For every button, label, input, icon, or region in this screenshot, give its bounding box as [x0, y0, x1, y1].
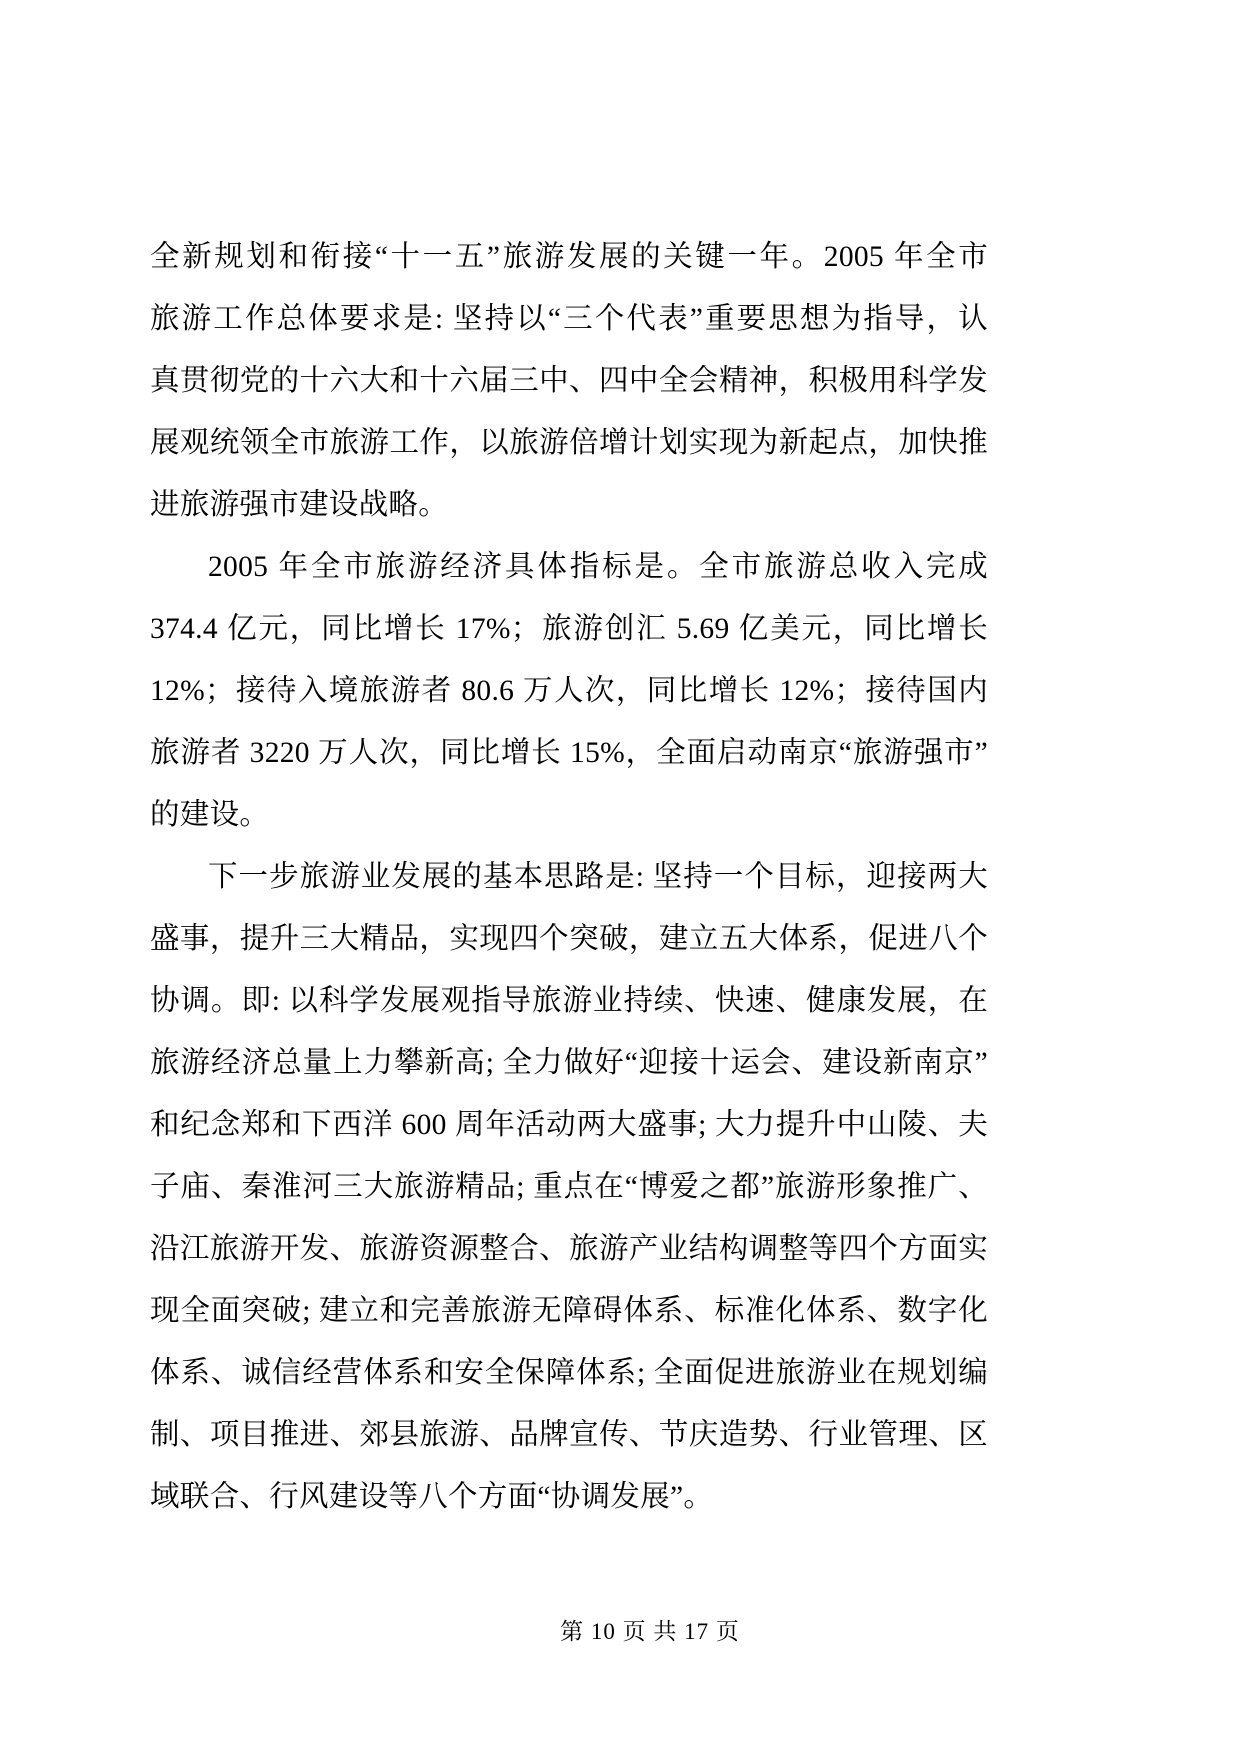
- text-line: 协调。即: 以科学发展观指导旅游业持续、快速、健康发展，在: [150, 985, 988, 1017]
- text-line: 现全面突破; 建立和完善旅游无障碍体系、标准化体系、数字化: [150, 1295, 988, 1327]
- text-line: 旅游工作总体要求是: 坚持以“三个代表”重要思想为指导，认: [150, 303, 988, 335]
- text-line: 下一步旅游业发展的基本思路是: 坚持一个目标，迎接两大: [208, 861, 988, 893]
- text-line: 展观统领全市旅游工作，以旅游倍增计划实现为新起点，加快推: [150, 427, 988, 459]
- text-line: 进旅游强市建设战略。: [150, 489, 449, 521]
- text-line: 子庙、秦淮河三大旅游精品; 重点在“博爱之都”旅游形象推广、: [150, 1171, 988, 1203]
- text-line: 2005 年全市旅游经济具体指标是。全市旅游总收入完成: [208, 551, 988, 583]
- text-line: 沿江旅游开发、旅游资源整合、旅游产业结构调整等四个方面实: [150, 1233, 988, 1265]
- text-line: 和纪念郑和下西洋 600 周年活动两大盛事; 大力提升中山陵、夫: [150, 1109, 988, 1141]
- paragraph: [150, 846, 988, 1528]
- text-line: 的建设。: [150, 799, 270, 831]
- paragraph: [150, 226, 988, 536]
- page-number-footer: 第 10 页 共 17 页: [560, 1619, 740, 1644]
- text-line: 真贯彻党的十六大和十六届三中、四中全会精神，积极用科学发: [150, 365, 988, 397]
- text-line: 盛事，提升三大精品，实现四个突破，建立五大体系，促进八个: [150, 923, 988, 955]
- text-line: 全新规划和衔接“十一五”旅游发展的关键一年。2005 年全市: [150, 241, 988, 273]
- text-line: 旅游经济总量上力攀新高; 全力做好“迎接十运会、建设新南京”: [150, 1047, 988, 1079]
- text-line: 体系、诚信经营体系和安全保障体系; 全面促进旅游业在规划编: [150, 1357, 988, 1389]
- text-line: 374.4 亿元，同比增长 17%；旅游创汇 5.69 亿美元，同比增长: [150, 613, 988, 645]
- text-line: 域联合、行风建设等八个方面“协调发展”。: [150, 1481, 714, 1513]
- text-line: 旅游者 3220 万人次，同比增长 15%，全面启动南京“旅游强市”: [150, 737, 988, 769]
- document-body: [150, 226, 988, 1528]
- text-line: 制、项目推进、郊县旅游、品牌宣传、节庆造势、行业管理、区: [150, 1419, 988, 1451]
- paragraph: [150, 536, 988, 846]
- text-line: 12%；接待入境旅游者 80.6 万人次，同比增长 12%；接待国内: [150, 675, 988, 707]
